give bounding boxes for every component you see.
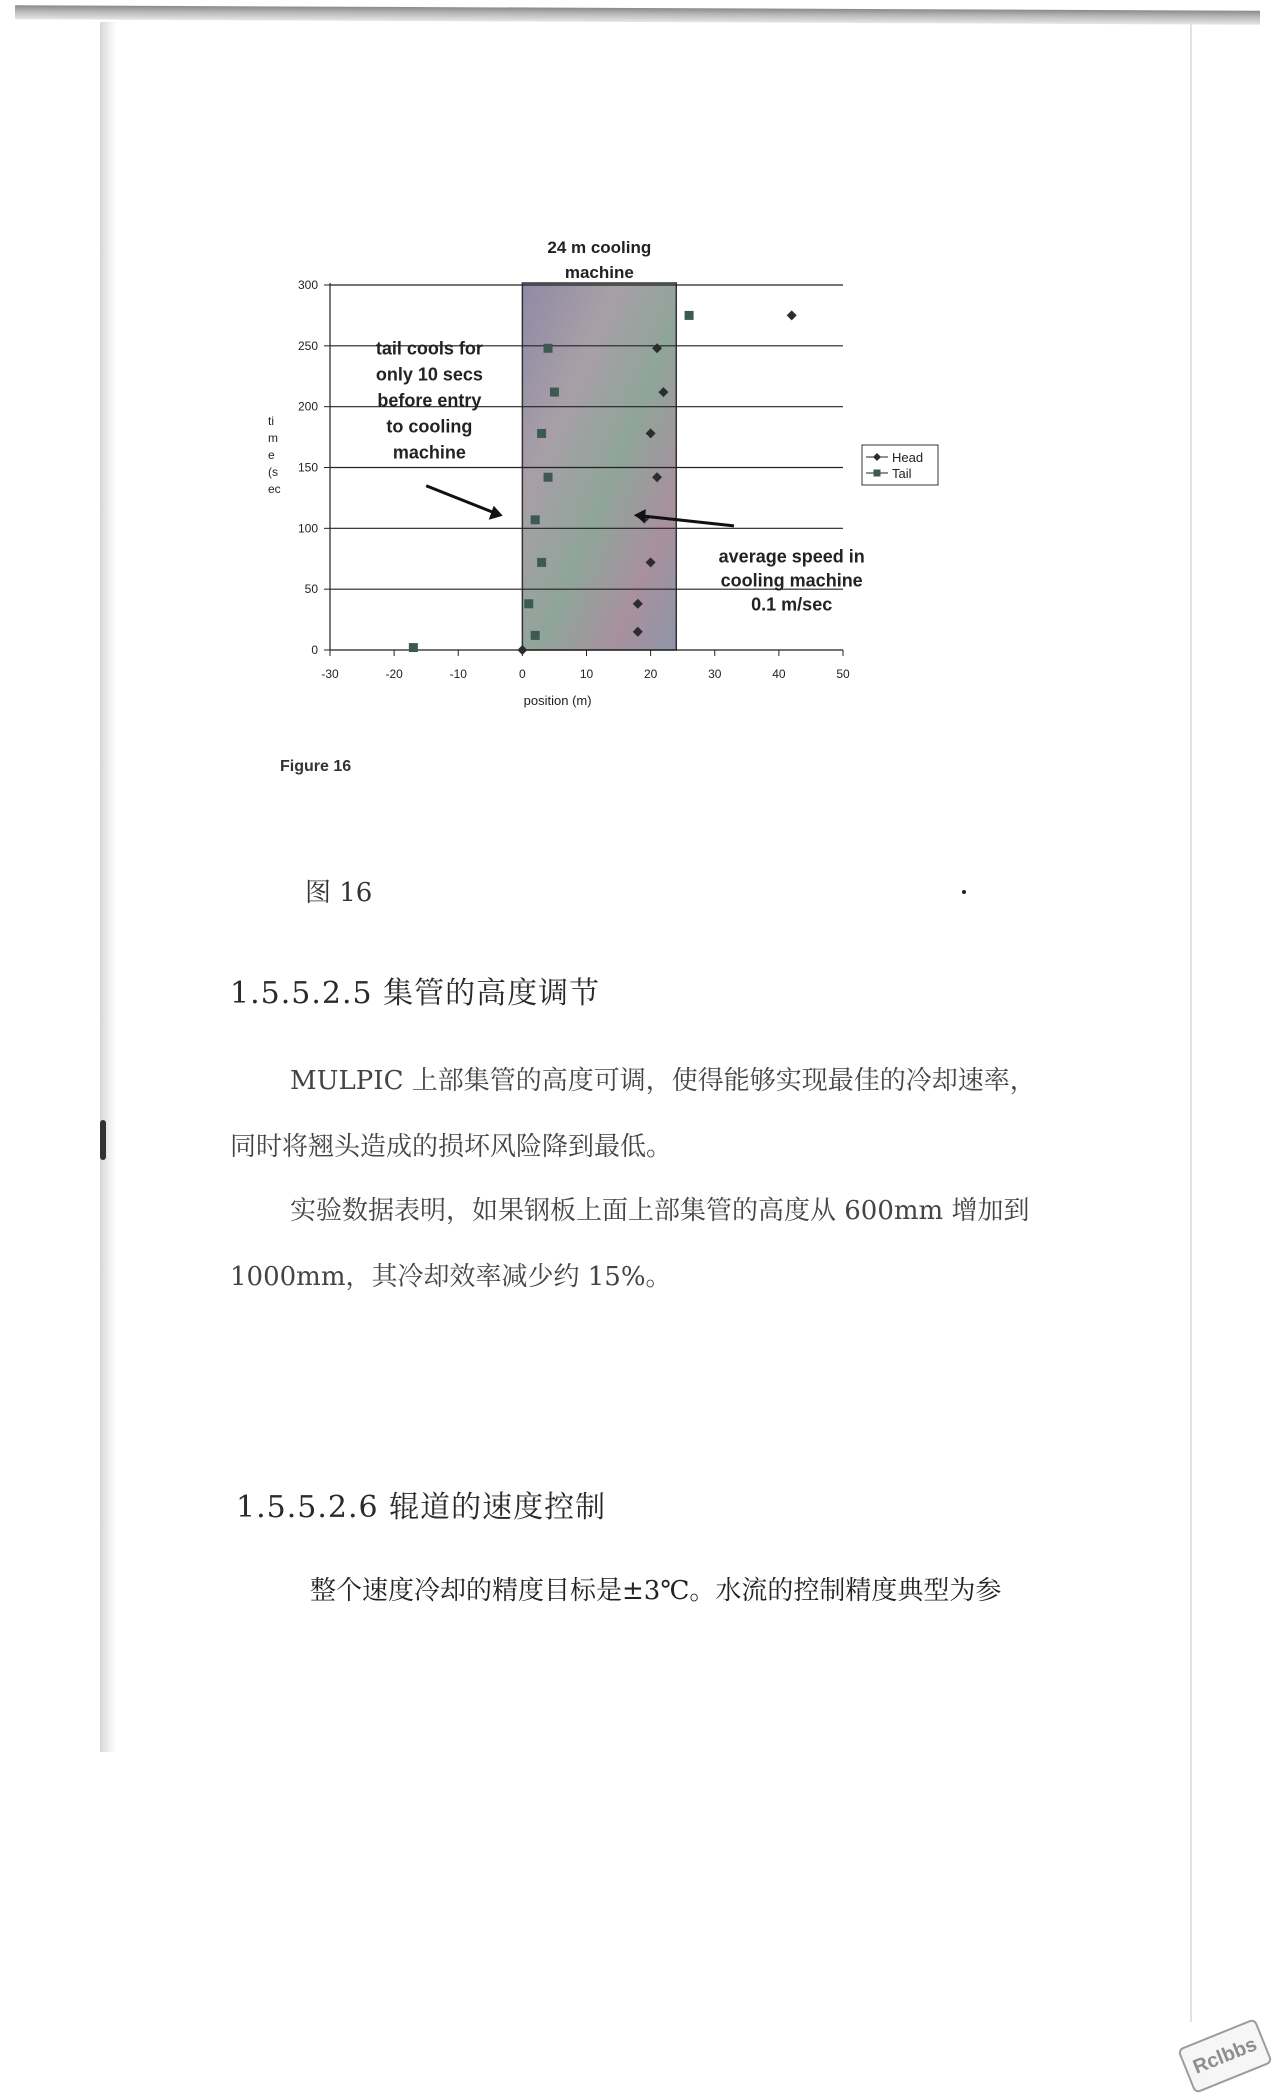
x-tick-label: 20: [643, 667, 658, 681]
y-tick-label: 50: [304, 582, 318, 597]
annotation-arrow: [426, 486, 497, 514]
y-axis-label: ec: [268, 482, 281, 496]
figure-caption: Figure 16: [280, 758, 352, 775]
paragraph: [230, 1048, 1110, 1180]
legend-label: Tail: [892, 466, 912, 481]
y-tick-label: 200: [297, 399, 318, 414]
section-heading-roller-speed: 1.5.5.2.6 辊道的速度控制: [236, 1490, 607, 1525]
stray-dot: [962, 890, 966, 894]
y-tick-label: 150: [297, 460, 318, 475]
annotation-speed-line: cooling machine: [720, 570, 863, 591]
head-point: [787, 310, 797, 320]
chart-title: machine: [564, 263, 634, 282]
x-tick-label: -20: [385, 667, 403, 681]
chart-title: 24 m cooling: [547, 238, 652, 257]
tail-point: [531, 515, 540, 524]
x-tick-label: -30: [321, 667, 339, 681]
paragraph-line: 1000mm，其冷却效率减少约 15%。: [230, 1262, 672, 1292]
y-tick-label: 100: [297, 521, 318, 536]
annotation-speed-line: average speed in: [718, 546, 865, 567]
annotation-tail-line: to cooling: [386, 416, 473, 437]
y-axis-label: ti: [268, 414, 274, 428]
annotation-speed-line: 0.1 m/sec: [751, 594, 833, 615]
paragraph-line: 整个速度冷却的精度目标是±3℃。水流的控制精度典型为参: [310, 1576, 1002, 1606]
legend-marker: [874, 470, 881, 477]
x-tick-label: 30: [708, 667, 722, 681]
x-axis-label: position (m): [523, 693, 592, 708]
cooling-zone-band: [522, 283, 676, 650]
tail-point: [544, 344, 553, 353]
tail-point: [544, 473, 553, 482]
paragraph-line: 实验数据表明，如果钢板上面上部集管的高度从 600mm 增加到: [290, 1196, 1030, 1226]
y-axis-label: e: [268, 448, 275, 462]
annotation-tail-line: machine: [392, 442, 466, 463]
paragraph: [230, 1178, 1110, 1310]
section-heading-header-height: 1.5.5.2.5 集管的高度调节: [230, 976, 601, 1011]
tail-point: [537, 429, 546, 438]
x-tick-label: 0: [519, 667, 526, 681]
y-tick-label: 250: [297, 338, 318, 353]
legend-label: Head: [892, 450, 924, 465]
watermark-stamp: Rclbbs: [1177, 2018, 1273, 2094]
y-axis-label: m: [268, 431, 278, 445]
cooling-chart: [250, 230, 970, 730]
y-tick-label: 300: [297, 278, 318, 292]
tail-point: [685, 311, 694, 320]
annotation-tail-line: only 10 secs: [375, 364, 483, 385]
scan-top-edge: [15, 5, 1260, 24]
x-tick-label: -10: [449, 667, 467, 681]
tail-point: [537, 558, 546, 567]
figure-caption-cn: 图 16: [305, 878, 373, 908]
x-tick-label: 10: [579, 667, 594, 681]
binding-shadow: [100, 22, 116, 1752]
paragraph-line: MULPIC 上部集管的高度可调，使得能够实现最佳的冷却速率，: [290, 1066, 1036, 1096]
y-axis-label: (s: [268, 465, 278, 479]
paragraph-line: 同时将翘头造成的损坏风险降到最低。: [230, 1132, 673, 1162]
page-edge: [1190, 22, 1192, 2022]
y-tick-label: 0: [311, 643, 318, 657]
paragraph: [250, 1558, 1130, 1624]
tail-point: [524, 599, 533, 608]
tail-point: [550, 388, 559, 397]
binding-mark: [100, 1120, 106, 1160]
x-tick-label: 40: [772, 667, 786, 681]
tail-point: [409, 643, 418, 652]
x-tick-label: 50: [836, 667, 850, 681]
tail-point: [531, 631, 540, 640]
annotation-tail-line: tail cools for: [375, 338, 483, 359]
annotation-tail-line: before entry: [377, 390, 482, 411]
